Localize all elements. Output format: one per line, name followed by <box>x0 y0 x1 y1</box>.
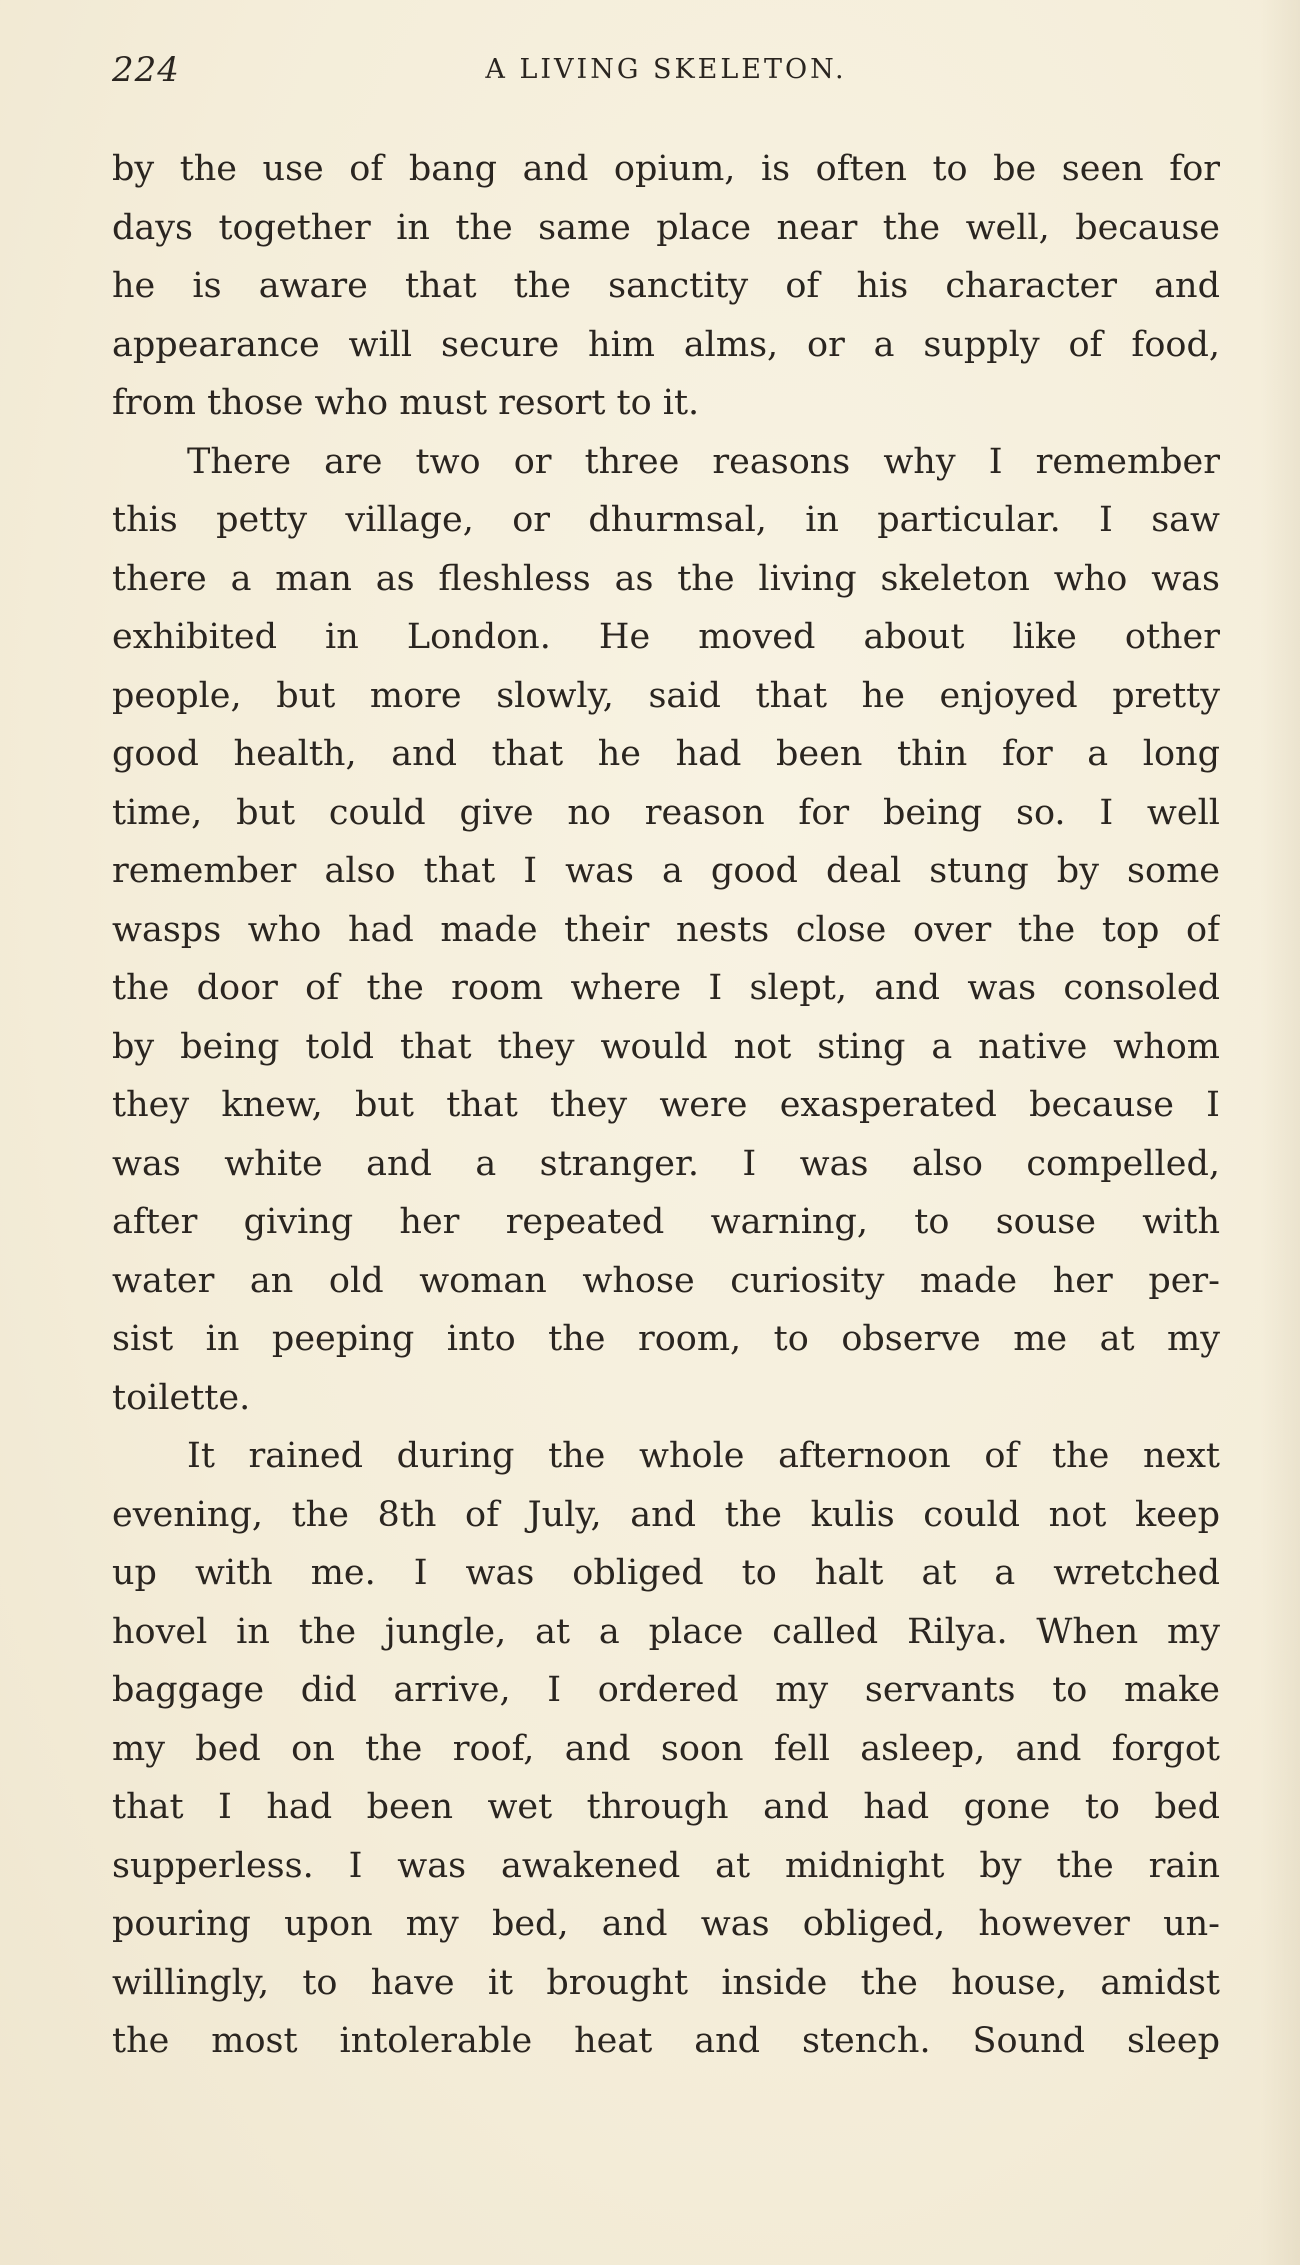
text-line: this petty village, or dhurmsal, in particular. I saw <box>112 500 1220 540</box>
page-edge-shadow <box>1260 0 1300 2265</box>
text-line: days together in the same place near the well, because <box>112 207 1220 248</box>
text-line: by the use of bang and opium, is often to be seen for <box>112 149 1220 189</box>
page-number: 224 <box>112 50 180 90</box>
text-line: hovel in the jungle, at a place called Rilya. When my <box>112 1611 1220 1652</box>
text-line: evening, the 8th of July, and the kulis could not keep <box>112 1494 1220 1535</box>
text-line: appearance will secure him alms, or a supply of food, <box>112 324 1220 365</box>
text-line: sist in peeping into the room, to observe me at my <box>112 1319 1220 1359</box>
text-line: there a man as fleshless as the living skeleton who was <box>112 558 1220 599</box>
text-line: exhibited in London. He moved about like other <box>112 617 1220 657</box>
text-line: water an old woman whose curiosity made her per- <box>112 1260 1220 1301</box>
text-line: the door of the room where I slept, and was consoled <box>112 968 1220 1008</box>
text-line: they knew, but that they were exasperated because I <box>112 1085 1220 1125</box>
text-line: people, but more slowly, said that he enjoyed pretty <box>112 675 1220 716</box>
text-line: time, but could give no reason for being so. I well <box>112 792 1220 833</box>
text-line: the most intolerable heat and stench. Sound sleep <box>112 2021 1220 2061</box>
text-line: that I had been wet through and had gone to bed <box>112 1787 1220 1827</box>
text-line: toilette. <box>112 1377 251 1418</box>
text-line: remember also that I was a good deal stung by some <box>112 851 1220 891</box>
text-line: There are two or three reasons why I remember <box>187 441 1220 482</box>
text-line: supperless. I was awakened at midnight by the rain <box>112 1845 1220 1886</box>
text-line: wasps who had made their nests close over the top of <box>112 909 1220 950</box>
text-line: up with me. I was obliged to halt at a wretched <box>112 1553 1220 1593</box>
text-line: was white and a stranger. I was also compelled, <box>112 1143 1220 1184</box>
text-line: pouring upon my bed, and was obliged, however un- <box>112 1904 1220 1944</box>
text-line: my bed on the roof, and soon fell asleep, and forgot <box>112 1728 1220 1769</box>
text-line: by being told that they would not sting a native whom <box>112 1026 1220 1067</box>
text-line: he is aware that the sanctity of his character and <box>112 266 1220 306</box>
text-line: from those who must resort to it. <box>112 383 700 423</box>
text-line: It rained during the whole afternoon of the next <box>187 1436 1220 1476</box>
running-title: A LIVING SKELETON. <box>485 54 847 85</box>
text-line: after giving her repeated warning, to souse with <box>112 1202 1220 1242</box>
body-text <box>112 140 1220 2071</box>
page-header <box>112 50 1220 100</box>
text-line: baggage did arrive, I ordered my servants to make <box>112 1670 1220 1710</box>
text-line: willingly, to have it brought inside the house, amidst <box>112 1962 1220 2003</box>
text-line: good health, and that he had been thin for a long <box>112 734 1220 774</box>
